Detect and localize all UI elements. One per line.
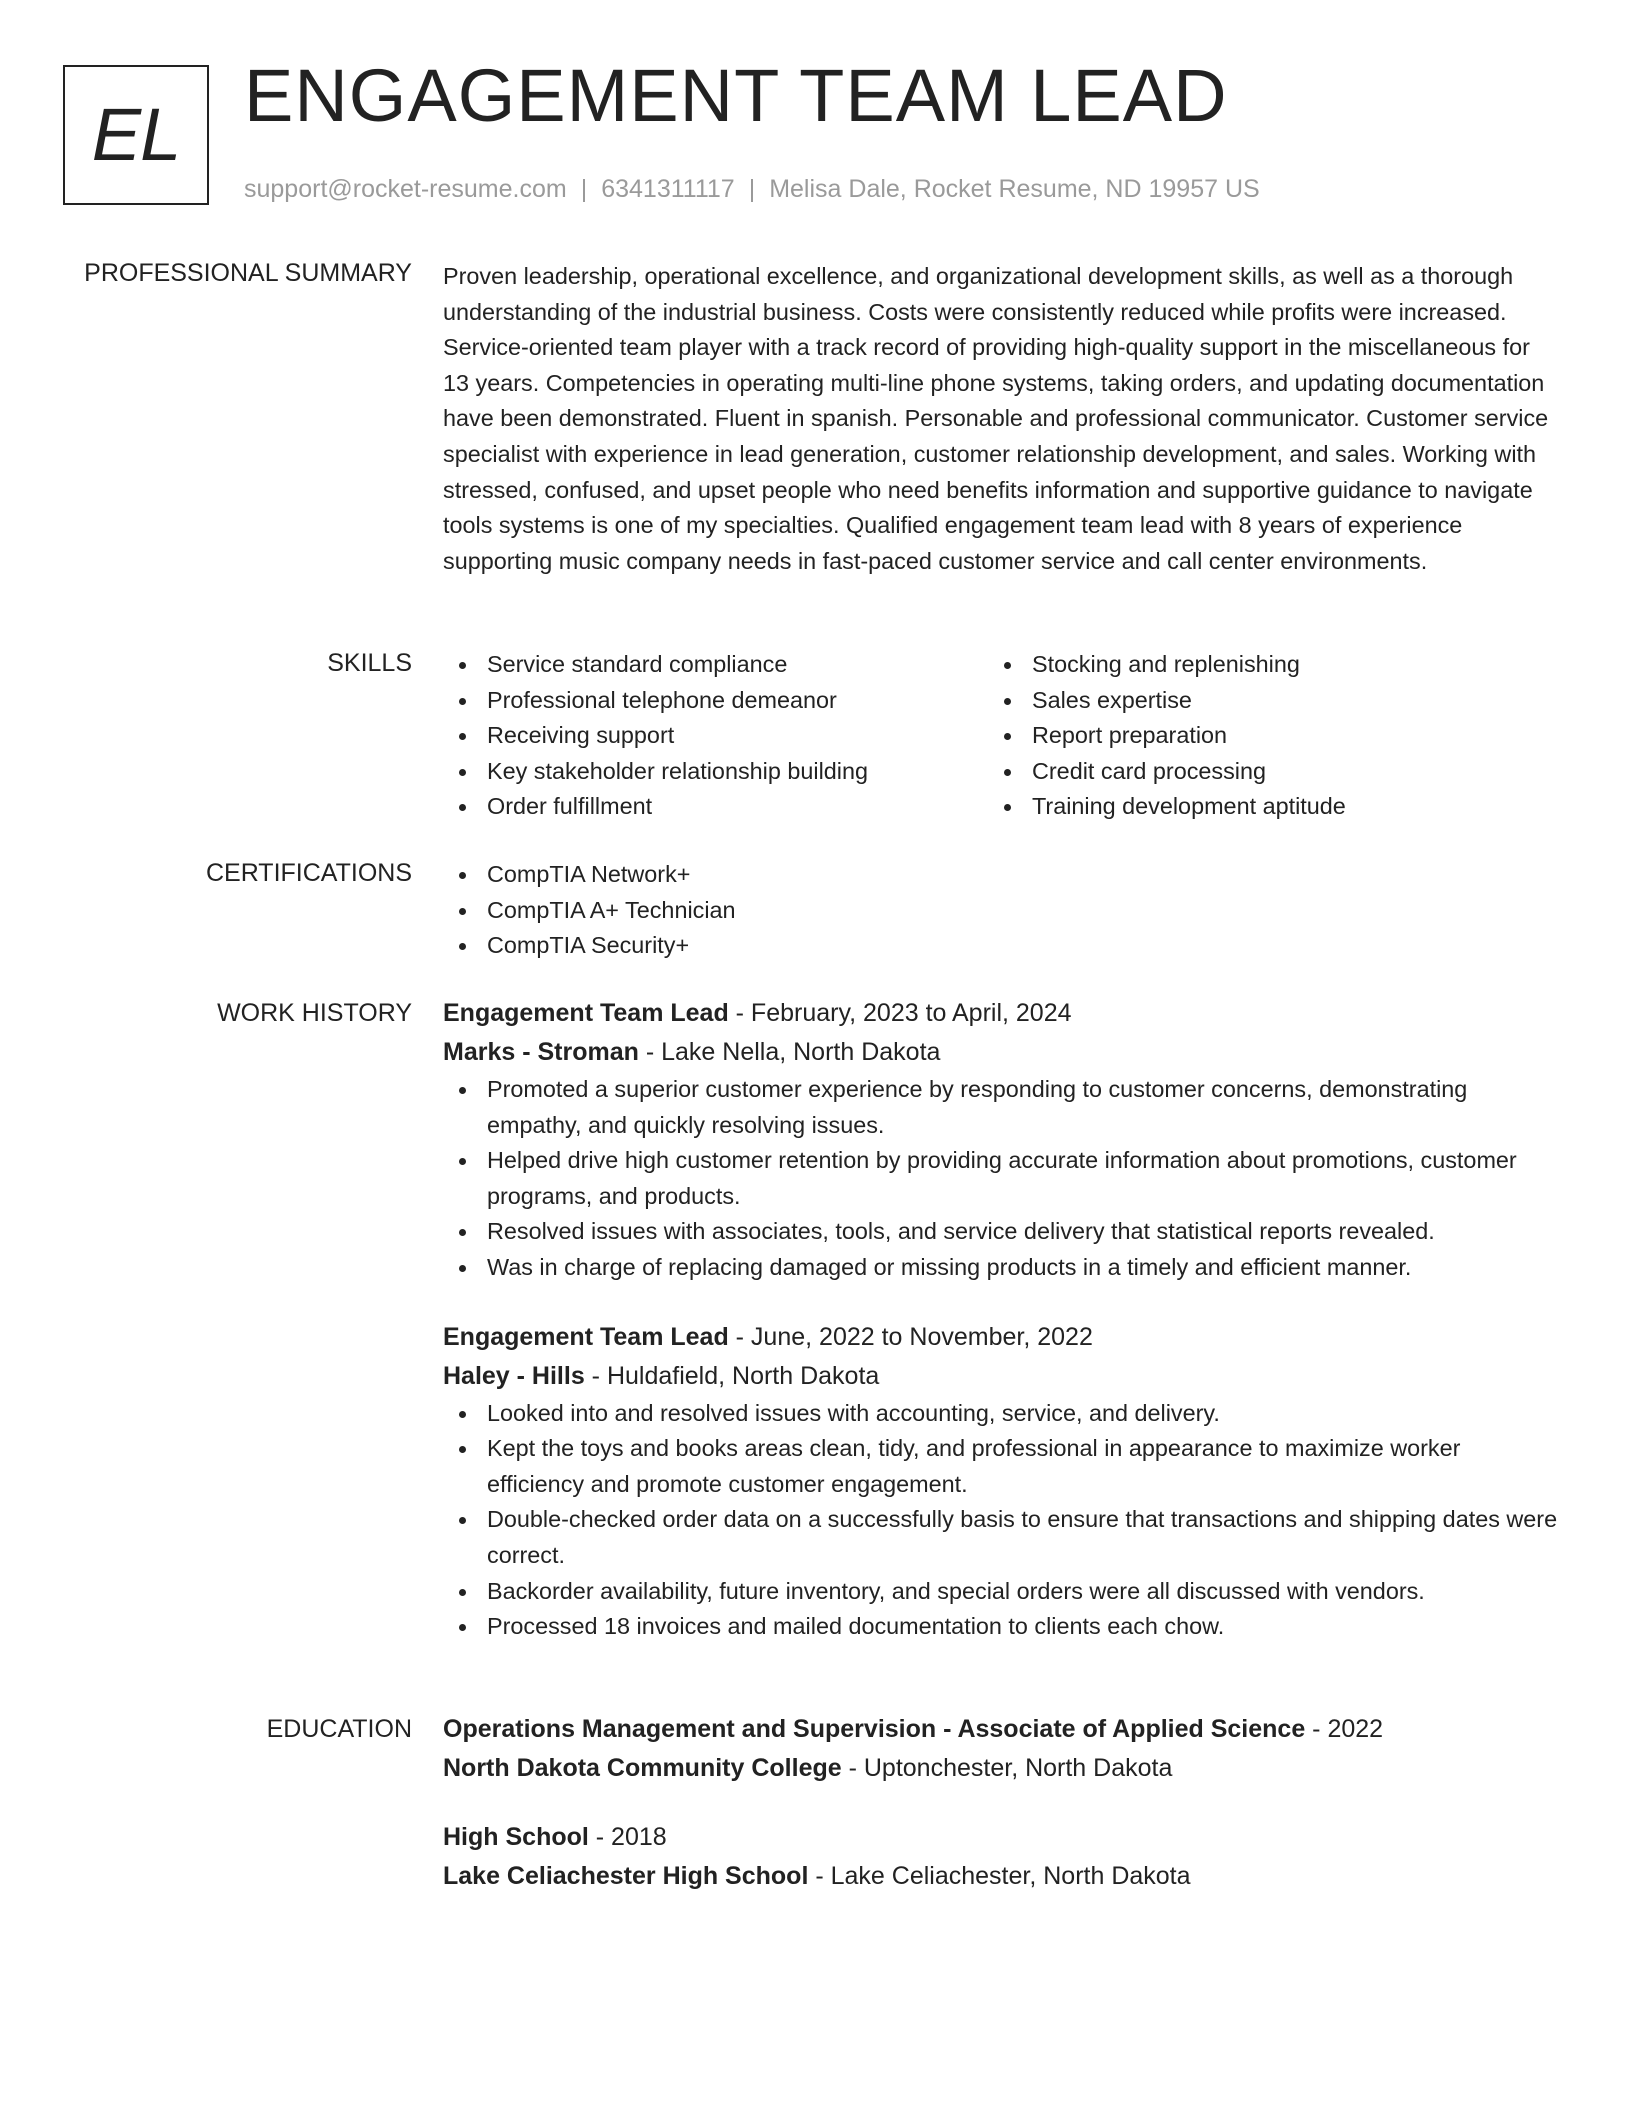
job-location: - Huldafield, North Dakota: [584, 1361, 880, 1390]
job-title: Engagement Team Lead: [443, 999, 729, 1027]
education-year: - 2018: [588, 1823, 667, 1851]
skills-columns: [443, 647, 1558, 825]
job-dates: - February, 2023 to April, 2024: [728, 999, 1072, 1027]
job-bullets: [443, 1396, 1558, 1645]
list-item: Training development aptitude: [988, 789, 1533, 825]
job-location: - Lake Nella, North Dakota: [638, 1038, 941, 1066]
job-company: Haley - Hills: [443, 1361, 585, 1390]
list-item: Looked into and resolved issues with accounting, service, and delivery.: [443, 1396, 1558, 1432]
education-degree: High School: [443, 1823, 589, 1851]
list-item: Credit card processing: [988, 754, 1533, 790]
education-school: Lake Celiachester High School: [443, 1862, 809, 1890]
education-degree-line: [443, 1818, 1558, 1857]
contact-line: [244, 173, 1260, 206]
job-entry: [443, 994, 1558, 1286]
job-title-line: [443, 994, 1558, 1033]
monogram-initials: EL: [91, 93, 181, 176]
list-item: CompTIA Network+: [443, 857, 1558, 893]
page-title: ENGAGEMENT TEAM LEAD: [244, 54, 1228, 137]
summary-text: Proven leadership, operational excellence, and organizational development skills, as well as a thorough understanding of the industrial business. Costs were consistently reduced while profits were increased. Service-oriented team player with a track record of providing high-quality support in the miscellaneous for 13 years. Competencies in operating multi-line phone systems, taking orders, and updating documentation have been demonstrated. Fluent in spanish. Personable and professional communicator. Customer service specialist with experience in lead generation, customer relationship development, and sales. Working with stressed, confused, and upset people who need benefits information and supportive guidance to navigate tools systems is one of my specialties. Qualified engagement team lead with 8 years of experience supporting music company needs in fast-paced customer service and call center environments.: [443, 263, 1549, 574]
list-item: Kept the toys and books areas clean, tidy, and professional in appearance to maximize worker efficiency and promote customer engagement.: [443, 1431, 1558, 1502]
certifications-list: [443, 857, 1558, 964]
monogram-box: [63, 65, 209, 205]
job-title: Engagement Team Lead: [443, 1322, 729, 1351]
contact-separator: |: [580, 175, 588, 203]
list-item: Service standard compliance: [443, 647, 988, 683]
list-item: CompTIA A+ Technician: [443, 893, 1558, 929]
list-item: Sales expertise: [988, 683, 1533, 719]
education-school-line: [443, 1857, 1558, 1896]
job-company-line: [443, 1357, 1558, 1396]
job-entry: [443, 1318, 1558, 1645]
section-label: CERTIFICATIONS: [205, 859, 412, 887]
contact-email: support@rocket-resume.com: [244, 175, 567, 203]
job-bullets: [443, 1072, 1558, 1286]
list-item: Receiving support: [443, 718, 988, 754]
job-title-line: [443, 1318, 1558, 1357]
job-company-line: [443, 1033, 1558, 1072]
education-location: - Lake Celiachester, North Dakota: [808, 1862, 1191, 1890]
list-item: Processed 18 invoices and mailed documentation to clients each chow.: [443, 1609, 1558, 1645]
education-entry: [443, 1710, 1558, 1788]
section-label: WORK HISTORY: [217, 999, 412, 1027]
list-item: Double-checked order data on a successfully basis to ensure that transactions and shipping dates were correct.: [443, 1502, 1558, 1573]
education-location: - Uptonchester, North Dakota: [841, 1754, 1173, 1782]
list-item: Key stakeholder relationship building: [443, 754, 988, 790]
section-label: EDUCATION: [266, 1715, 412, 1743]
education-degree-line: [443, 1710, 1558, 1749]
list-item: CompTIA Security+: [443, 928, 1558, 964]
contact-address: Melisa Dale, Rocket Resume, ND 19957 US: [769, 175, 1260, 203]
contact-phone: 6341311117: [601, 175, 735, 203]
list-item: Backorder availability, future inventory, and special orders were all discussed with vendors.: [443, 1574, 1558, 1610]
list-item: Was in charge of replacing damaged or missing products in a timely and efficient manner.: [443, 1250, 1558, 1286]
list-item: Stocking and replenishing: [988, 647, 1533, 683]
section-label: SKILLS: [327, 649, 412, 677]
list-item: Promoted a superior customer experience by responding to customer concerns, demonstrating empathy, and quickly resolving issues.: [443, 1072, 1558, 1143]
contact-separator: |: [748, 175, 756, 203]
education-entry: [443, 1818, 1558, 1896]
job-company: Marks - Stroman: [443, 1038, 639, 1066]
list-item: Order fulfillment: [443, 789, 988, 825]
education-school: North Dakota Community College: [443, 1754, 842, 1782]
job-dates: - June, 2022 to November, 2022: [728, 1322, 1093, 1351]
education-degree: Operations Management and Supervision - Associate of Applied Science: [443, 1715, 1306, 1743]
education-school-line: [443, 1749, 1558, 1788]
skills-list-left: [443, 647, 988, 825]
education-year: - 2022: [1305, 1715, 1384, 1743]
skills-list-right: [988, 647, 1533, 825]
list-item: Helped drive high customer retention by providing accurate information about promotions, customer programs, and products.: [443, 1143, 1558, 1214]
section-label: PROFESSIONAL SUMMARY: [84, 259, 412, 287]
list-item: Resolved issues with associates, tools, and service delivery that statistical reports revealed.: [443, 1214, 1558, 1250]
list-item: Report preparation: [988, 718, 1533, 754]
list-item: Professional telephone demeanor: [443, 683, 988, 719]
